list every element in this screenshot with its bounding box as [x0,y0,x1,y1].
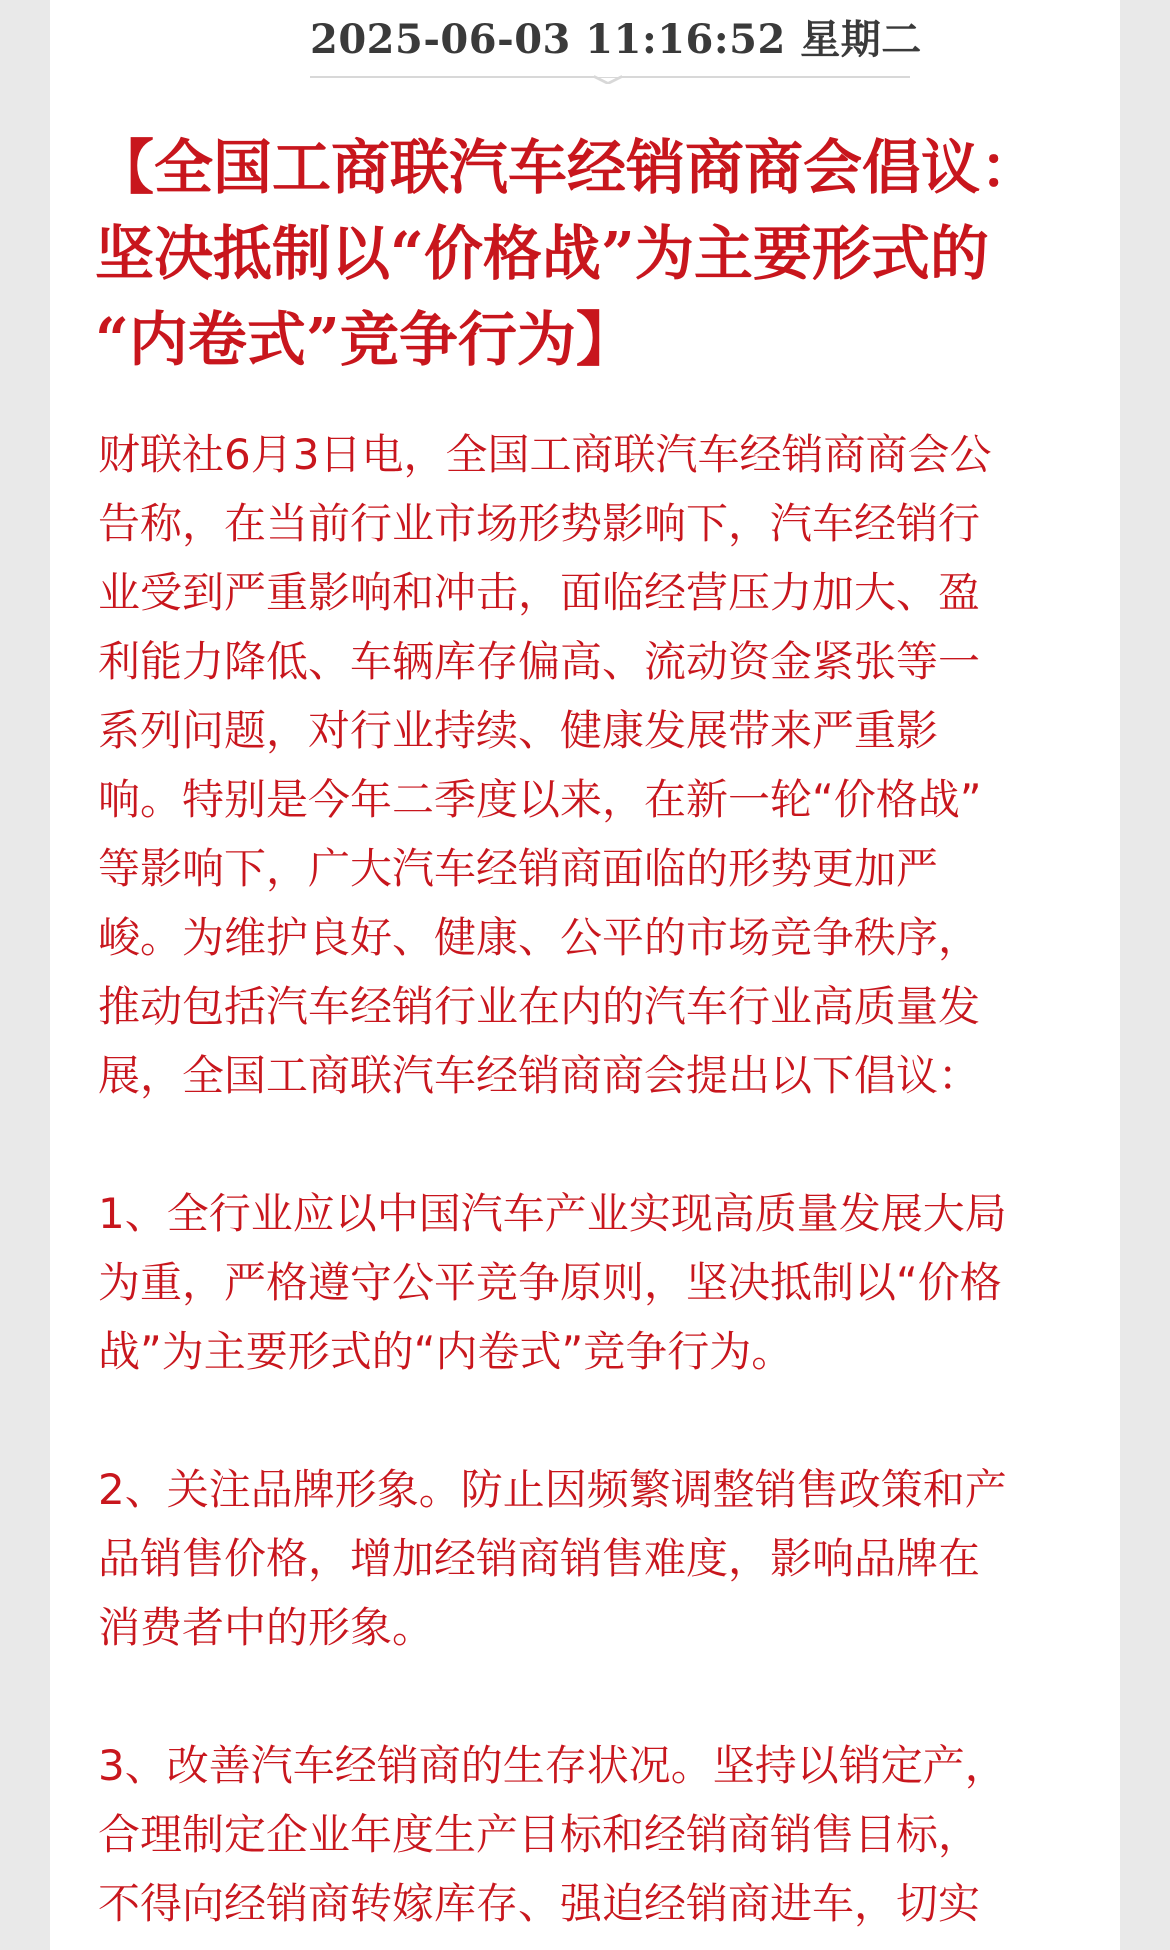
proposal-item-1 [98,1179,1098,1386]
headline-line: 【全国工商联汽车经销商商会倡议： [95,133,1040,202]
paragraph-line: 不得向经销商转嫁库存、强迫经销商进车，切实 [98,1879,981,1928]
paragraph-line: 品销售价格，增加经销商销售难度，影响品牌在 [98,1534,981,1583]
paragraph-line: 2、关注品牌形象。防止因频繁调整销售政策和产 [98,1465,1007,1514]
headline-line: “内卷式”竞争行为】 [95,305,635,374]
paragraph-line: 告称，在当前行业市场形势影响下，汽车经销行 [98,499,981,548]
paragraph-line: 系列问题，对行业持续、健康发展带来严重影 [98,706,939,755]
article-page [50,0,1120,1950]
paragraph-line: 峻。为维护良好、健康、公平的市场竞争秩序， [98,913,981,962]
paragraph-line: 消费者中的形象。 [98,1603,435,1652]
paragraph-line: 1、全行业应以中国汽车产业实现高质量发展大局 [98,1189,1007,1238]
paragraph-line: 战”为主要形式的“内卷式”竞争行为。 [98,1327,794,1376]
article-headline [95,125,1095,383]
paragraph-line: 合理制定企业年度生产目标和经销商销售目标， [98,1810,981,1859]
headline-line: 坚决抵制以“价格战”为主要形式的 [95,219,989,288]
paragraph-spacer [98,1386,1098,1455]
article-body [98,420,1098,1938]
paragraph-spacer [98,1662,1098,1731]
paragraph-line: 展，全国工商联汽车经销商商会提出以下倡议： [98,1051,981,1100]
divider-notch-icon [594,68,622,84]
paragraph-spacer [98,1110,1098,1179]
paragraph-line: 等影响下，广大汽车经销商面临的形势更加严 [98,844,939,893]
paragraph-line: 为重，严格遵守公平竞争原则，坚决抵制以“价格 [98,1258,1002,1307]
paragraph-line: 推动包括汽车经销行业在内的汽车行业高质量发 [98,982,981,1031]
paragraph-line: 业受到严重影响和冲击，面临经营压力加大、盈 [98,568,981,617]
paragraph-line: 响。特别是今年二季度以来，在新一轮“价格战” [98,775,982,824]
timestamp-header [310,6,922,96]
proposal-item-3 [98,1731,1098,1938]
paragraph-line: 3、改善汽车经销商的生存状况。坚持以销定产， [98,1741,1007,1790]
proposal-item-2 [98,1455,1098,1662]
paragraph-line: 利能力降低、车辆库存偏高、流动资金紧张等一 [98,637,981,686]
publish-timestamp: 2025-06-03 11:16:52 星期二 [310,16,922,63]
paragraph-line: 财联社6月3日电，全国工商联汽车经销商商会公 [98,430,992,479]
intro-paragraph [98,420,1098,1110]
